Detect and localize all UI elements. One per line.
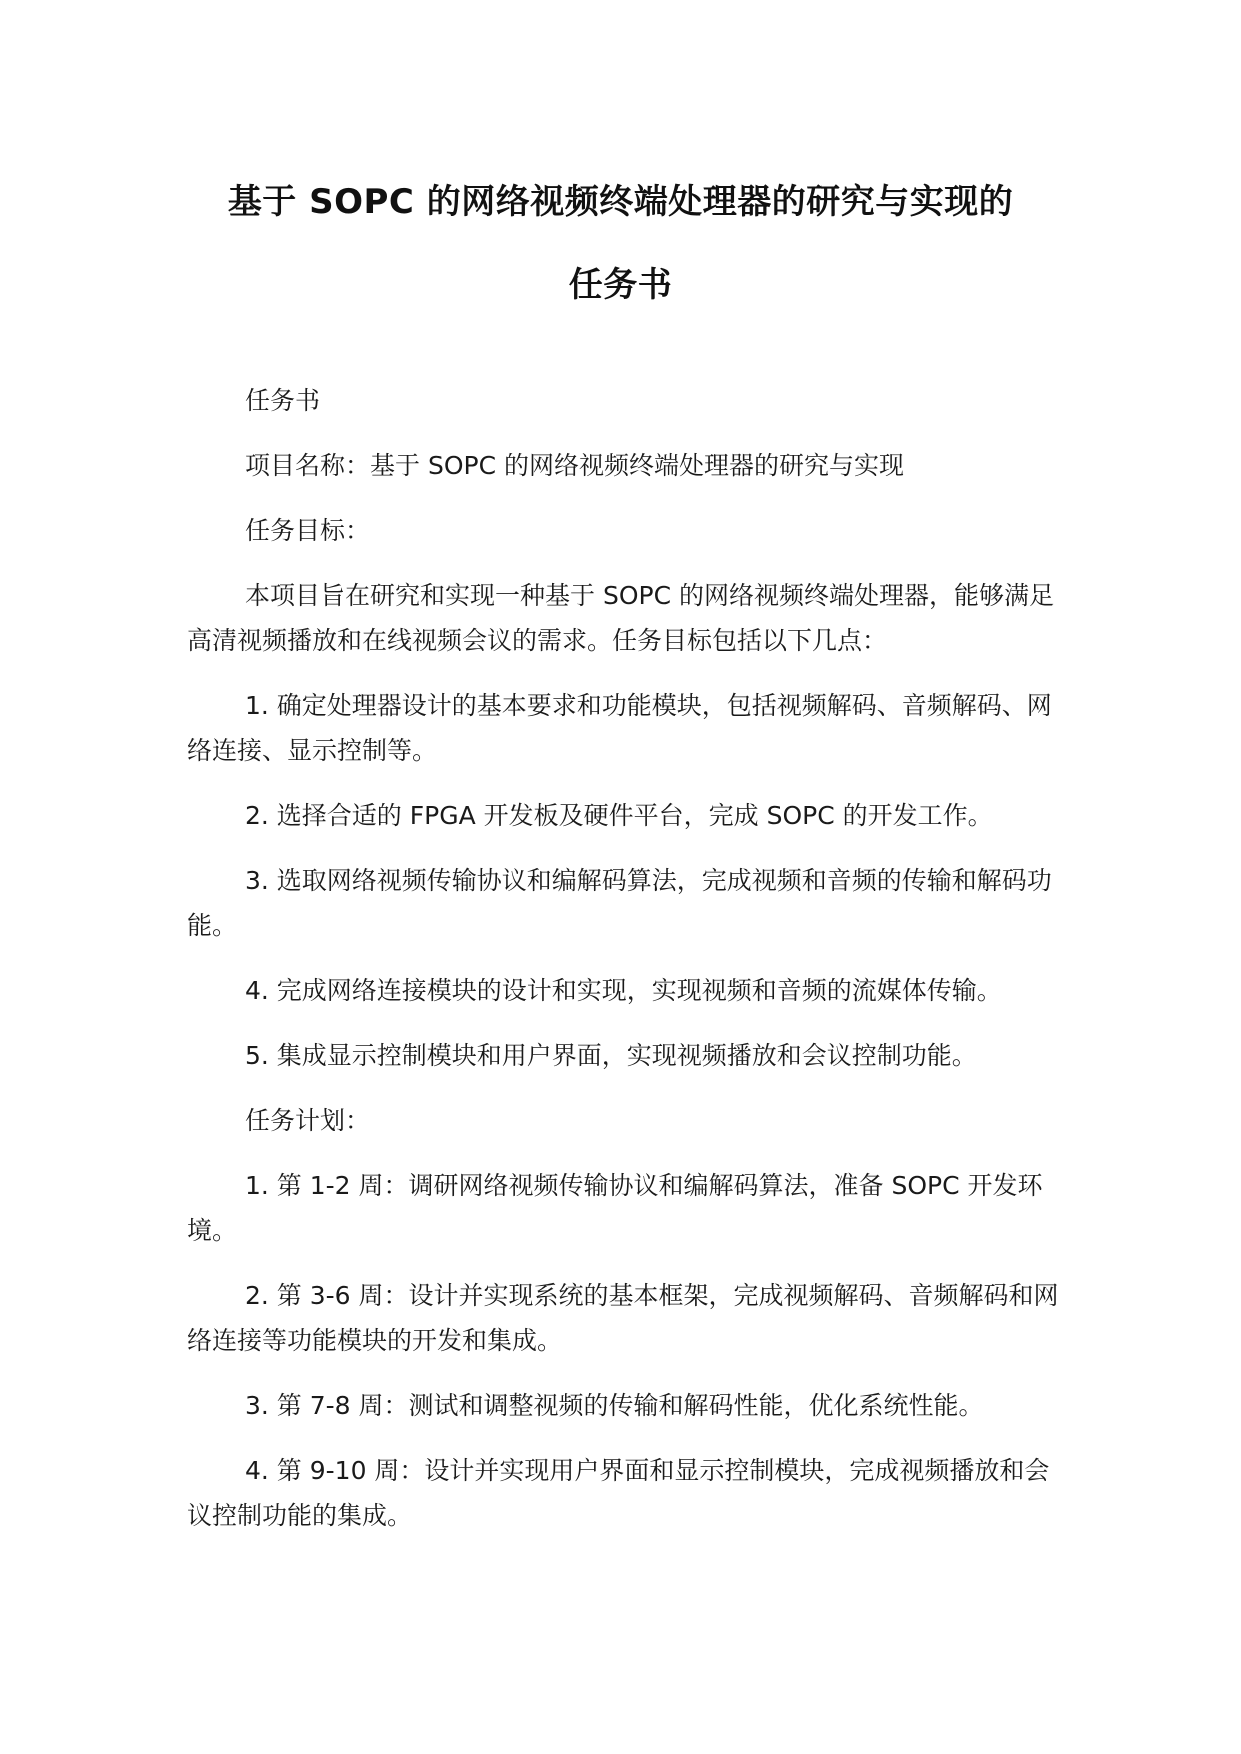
paragraph-goals-intro: 本项目旨在研究和实现一种基于 SOPC 的网络视频终端处理器，能够满足高清视频播放和在线视频会议的需求。任务目标包括以下几点： [187,581,1054,655]
paragraph-plan-heading: 任务计划： [245,1106,371,1135]
paragraph-goal-3: 3. 选取网络视频传输协议和编解码算法，完成视频和音频的传输和解码功能。 [187,866,1052,940]
paragraph-plan-3: 3. 第 7-8 周：测试和调整视频的传输和解码性能，优化系统性能。 [245,1391,984,1420]
paragraph-plan-2: 2. 第 3-6 周：设计并实现系统的基本框架，完成视频解码、音频解码和网络连接等功能模块的开发和集成。 [187,1281,1059,1355]
document-title-line-2: 任务书 [568,265,673,305]
paragraph-goals-heading: 任务目标： [245,516,371,545]
paragraph-heading: 任务书 [245,386,321,415]
paragraph-plan-1: 1. 第 1-2 周：调研网络视频传输协议和编解码算法，准备 SOPC 开发环境。 [187,1171,1043,1245]
paragraph-project-name: 项目名称：基于 SOPC 的网络视频终端处理器的研究与实现 [245,451,904,480]
paragraph-goal-1: 1. 确定处理器设计的基本要求和功能模块，包括视频解码、音频解码、网络连接、显示控制等。 [187,691,1052,765]
document-title-line-1: 基于 SOPC 的网络视频终端处理器的研究与实现的 [227,182,1014,222]
paragraph-goal-4: 4. 完成网络连接模块的设计和实现，实现视频和音频的流媒体传输。 [245,976,1002,1005]
paragraph-plan-4: 4. 第 9-10 周：设计并实现用户界面和显示控制模块，完成视频播放和会议控制功能的集成。 [187,1456,1050,1530]
paragraph-goal-5: 5. 集成显示控制模块和用户界面，实现视频播放和会议控制功能。 [245,1041,977,1070]
paragraph-goal-2: 2. 选择合适的 FPGA 开发板及硬件平台，完成 SOPC 的开发工作。 [245,801,993,830]
